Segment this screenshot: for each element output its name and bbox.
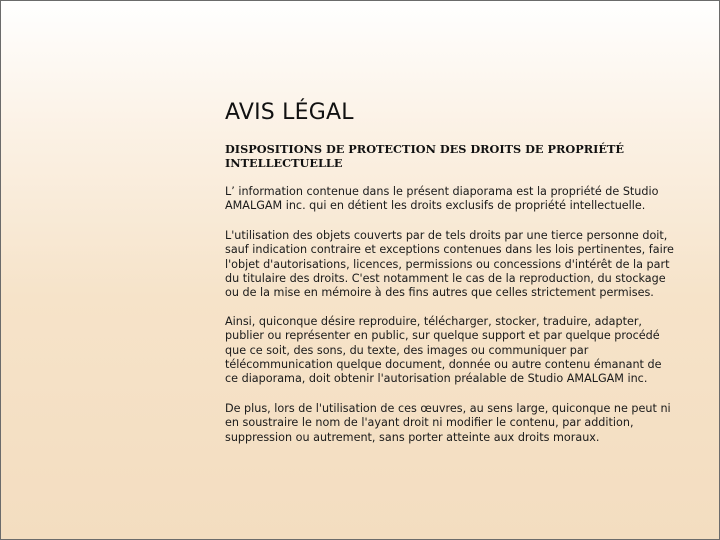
section-subtitle: DISPOSITIONS DE PROTECTION DES DROITS DE PROPRIÉTÉ INTELLECTUELLE	[225, 142, 624, 170]
paragraph-usage: L'utilisation des objets couverts par de tels droits par une tierce personne doit, sauf indication contraire et exceptions contenues dans les lois pertinentes, faire l'objet d'autorisations, licences, permissions ou concessions d'intérêt de la part du titulaire des droits. C'est notamment le cas de la reproduction, du stockage ou de la mise en mémoire à des fins autres que celles strictement permises.	[225, 228, 674, 300]
paragraph-ownership: L’ information contenue dans le présent diaporama est la propriété de Studio AMALGAM inc. qui en détient les droits exclusifs de propriété intellectuelle.	[225, 185, 659, 213]
paragraph-authorization: Ainsi, quiconque désire reproduire, télécharger, stocker, traduire, adapter, publier ou représenter en public, sur quelque support et par quelque procédé que ce soit, des sons, du texte, des images ou communiquer par télécommunication quelque document, donnée ou autre contenu émanant de ce diaporama, doit obtenir l'autorisation préalable de Studio AMALGAM inc.	[225, 314, 662, 386]
paragraph-moral-rights: De plus, lors de l'utilisation de ces œuvres, au sens large, quiconque ne peut ni en soustraire le nom de l'ayant droit ni modifier le contenu, par addition, suppression ou autrement, sans porter atteinte aux droits moraux.	[225, 401, 671, 444]
page-title: AVIS LÉGAL	[225, 100, 354, 125]
legal-notice	[225, 98, 675, 460]
